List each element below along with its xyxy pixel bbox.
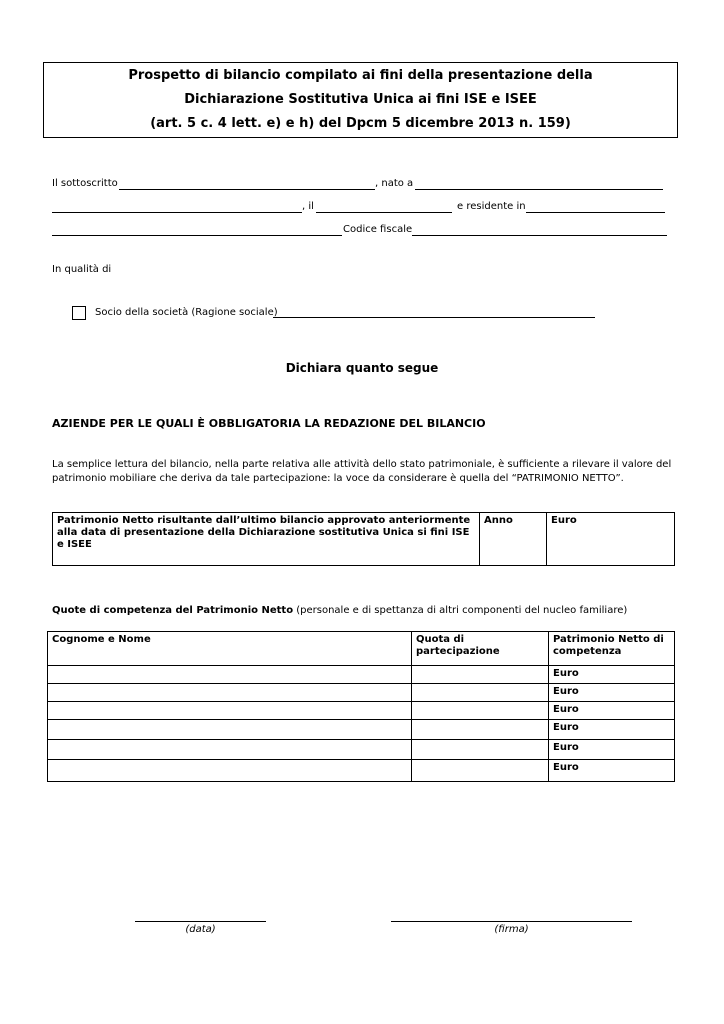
paragraph-line-1: La semplice lettura del bilancio, nella parte relativa alle attività dello stato patrimoniale, è sufficiente a rilevare il valore del [52, 459, 672, 470]
cell-quota[interactable] [412, 740, 549, 760]
cell-quota[interactable] [412, 684, 549, 702]
anno-cell[interactable]: Anno [480, 513, 547, 566]
field-luogo-nascita-cont[interactable] [52, 212, 302, 213]
label-socio: Socio della società (Ragione sociale) [95, 307, 278, 318]
field-ragione-sociale[interactable] [273, 317, 595, 318]
quote-heading-bold: Quote di competenza del Patrimonio Netto [52, 605, 294, 616]
cell-quota[interactable] [412, 666, 549, 684]
title-box [43, 62, 678, 138]
title-line-1: Prospetto di bilancio compilato ai fini della presentazione della [128, 68, 593, 83]
label-codice-fiscale: Codice fiscale [343, 224, 413, 235]
data-line[interactable] [135, 921, 266, 922]
label-sottoscritto: Il sottoscritto [52, 178, 118, 189]
paragraph-line-2: patrimonio mobiliare che deriva da tale partecipazione: la voce da considerare è quella del “PATRIMONIO NETTO”. [52, 473, 624, 484]
header-patrimonio: Patrimonio Netto di competenza [549, 632, 675, 666]
cell-nome[interactable] [48, 702, 412, 720]
label-residente: e residente in [457, 201, 526, 212]
section-heading: AZIENDE PER LE QUALI È OBBLIGATORIA LA REDAZIONE DEL BILANCIO [52, 417, 486, 430]
quote-heading-rest: (personale e di spettanza di altri componenti del nucleo familiare) [296, 605, 628, 616]
header-cognome-nome: Cognome e Nome [48, 632, 412, 666]
cell-quota[interactable] [412, 760, 549, 782]
label-nato-a: , nato a [375, 178, 414, 189]
firma-line[interactable] [391, 921, 632, 922]
header-quota: Quota di partecipazione [412, 632, 549, 666]
label-il: , il [302, 201, 314, 212]
field-nome[interactable] [119, 189, 375, 190]
cell-euro[interactable]: Euro [549, 702, 675, 720]
cell-euro[interactable]: Euro [549, 740, 675, 760]
label-firma: (firma) [494, 924, 529, 935]
cell-quota[interactable] [412, 702, 549, 720]
cell-euro[interactable]: Euro [549, 720, 675, 740]
patrimonio-table [52, 512, 675, 566]
cell-nome[interactable] [48, 684, 412, 702]
field-residenza-cont[interactable] [52, 235, 342, 236]
cell-euro[interactable]: Euro [549, 684, 675, 702]
field-luogo-nascita[interactable] [415, 189, 663, 190]
euro-cell[interactable]: Euro [547, 513, 675, 566]
quote-heading [52, 605, 627, 616]
field-data-nascita[interactable] [316, 212, 452, 213]
cell-nome[interactable] [48, 760, 412, 782]
title-line-2: Dichiarazione Sostitutiva Unica ai fini ISE e ISEE [184, 92, 537, 107]
socio-checkbox[interactable] [72, 306, 86, 320]
quote-table [47, 631, 675, 782]
label-in-qualita: In qualità di [52, 264, 112, 275]
cell-euro[interactable]: Euro [549, 760, 675, 782]
cell-quota[interactable] [412, 720, 549, 740]
label-data: (data) [185, 924, 216, 935]
patrimonio-desc-cell: Patrimonio Netto risultante dall’ultimo bilancio approvato anteriormente alla data di presentazione della Dichiarazione sostitutiva Unica si fini ISE e ISEE [53, 513, 480, 566]
field-codice-fiscale[interactable] [412, 235, 667, 236]
cell-nome[interactable] [48, 720, 412, 740]
field-residenza[interactable] [526, 212, 665, 213]
cell-nome[interactable] [48, 666, 412, 684]
cell-nome[interactable] [48, 740, 412, 760]
cell-euro[interactable]: Euro [549, 666, 675, 684]
dichiara-heading: Dichiara quanto segue [285, 361, 439, 375]
title-line-3: (art. 5 c. 4 lett. e) e h) del Dpcm 5 dicembre 2013 n. 159) [150, 116, 571, 131]
